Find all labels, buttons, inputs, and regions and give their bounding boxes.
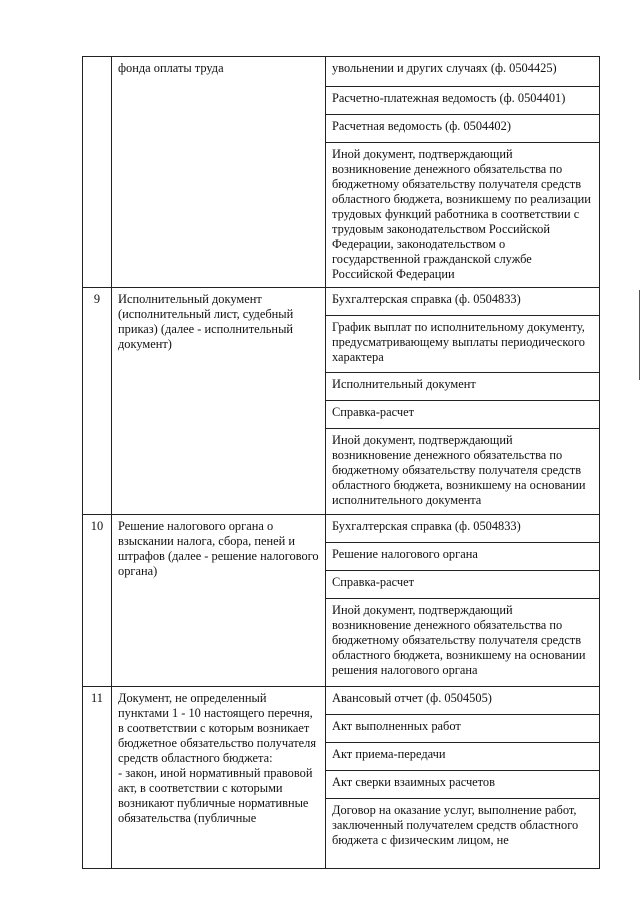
document-cell: Расчетно-платежная ведомость (ф. 0504401) [326,87,600,115]
table-row [83,515,600,543]
basis-cell: Исполнительный документ (исполнительный лист, судебный приказ) (далее - исполнительный документ) [112,288,326,515]
document-cell: Расчетная ведомость (ф. 0504402) [326,115,600,143]
basis-cell: Документ, не определенный пунктами 1 - 10 настоящего перечня, в соответствии с которым возникает бюджетное обязательство получателя средств областного бюджета: - закон, иной нормативный правовой акт, в соответствии с которыми возникают публичные нормативные обязательства (публичные [112,687,326,869]
document-cell: Исполнительный документ [326,373,600,401]
document-cell: Бухгалтерская справка (ф. 0504833) [326,288,600,316]
documents-table [82,56,600,869]
document-cell: Договор на оказание услуг, выполнение работ, заключенный получателем средств областного бюджета с физическим лицом, не [326,799,600,869]
document-cell: Решение налогового органа [326,543,600,571]
document-cell: Акт сверки взаимных расчетов [326,771,600,799]
document-cell: Иной документ, подтверждающий возникновение денежного обязательства по бюджетному обязательству получателя средств областного бюджета, возникшему на основании исполнительного документа [326,429,600,515]
row-number: 9 [83,288,112,515]
document-cell: Иной документ, подтверждающий возникновение денежного обязательства по бюджетному обязательству получателя средств областного бюджета, возникшему по реализации трудовых функций работника в соответствии с трудовым законодательством Российской Федерации, законодательством о государственной гражданской службе Российской Федерации [326,143,600,288]
table-row [83,288,600,316]
document-cell: Справка-расчет [326,401,600,429]
row-number: 10 [83,515,112,687]
basis-cell: Решение налогового органа о взыскании налога, сбора, пеней и штрафов (далее - решение налогового органа) [112,515,326,687]
document-cell: Иной документ, подтверждающий возникновение денежного обязательства по бюджетному обязательству получателя средств областного бюджета, возникшему на основании решения налогового органа [326,599,600,687]
document-cell: увольнении и других случаях (ф. 0504425) [326,57,600,87]
row-number: 11 [83,687,112,869]
document-cell: Авансовый отчет (ф. 0504505) [326,687,600,715]
table-row [83,57,600,87]
document-cell: График выплат по исполнительному документу, предусматривающему выплаты периодического характера [326,316,600,373]
document-cell: Справка-расчет [326,571,600,599]
table-row [83,687,600,715]
document-cell: Акт приема-передачи [326,743,600,771]
basis-cell: фонда оплаты труда [112,57,326,288]
document-cell: Бухгалтерская справка (ф. 0504833) [326,515,600,543]
document-cell: Акт выполненных работ [326,715,600,743]
row-number [83,57,112,288]
